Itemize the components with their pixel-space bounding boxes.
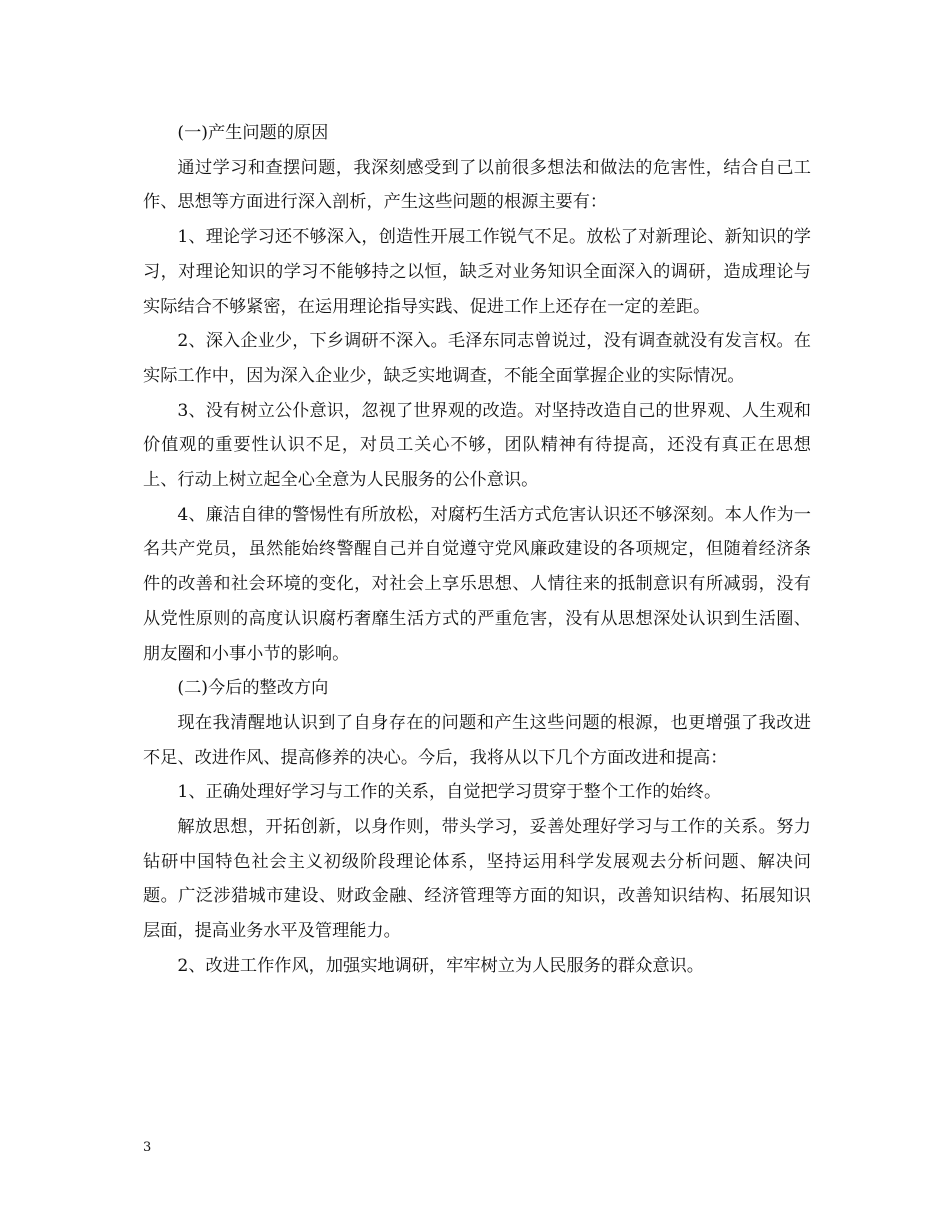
section-heading: (一)产生问题的原因 bbox=[177, 123, 329, 143]
paragraph: 1、理论学习还不够深入，创造性开展工作锐气不足。放松了对新理论、新知识的学习，对理论知识的学习不能够持之以恒，缺乏对业务知识全面深入的调研，造成理论与实际结合不够紧密，在运用理论指导实践、促进工作上还存在一定的差距。 bbox=[143, 227, 811, 317]
section-heading: (二)今后的整改方向 bbox=[177, 678, 329, 699]
document-body bbox=[143, 116, 811, 984]
paragraph: 4、廉洁自律的警惕性有所放松，对腐朽生活方式危害认识还不够深刻。本人作为一名共产党员，虽然能始终警醒自己并自觉遵守党风廉政建设的各项规定，但随着经济条件的改善和社会环境的变化，对社会上享乐思想、人情往来的抵制意识有所减弱，没有从党性原则的高度认识腐朽奢靡生活方式的严重危害，没有从思想深处认识到生活圈、朋友圈和小事小节的影响。 bbox=[143, 504, 811, 664]
paragraph: 3、没有树立公仆意识，忽视了世界观的改造。对坚持改造自己的世界观、人生观和价值观的重要性认识不足，对员工关心不够，团队精神有待提高，还没有真正在思想上、行动上树立起全心全意为人民服务的公仆意识。 bbox=[143, 400, 811, 491]
paragraph: 2、改进工作作风，加强实地调研，牢牢树立为人民服务的群众意识。 bbox=[177, 955, 704, 976]
paragraph: 解放思想，开拓创新，以身作则，带头学习，妥善处理好学习与工作的关系。努力钻研中国特色社会主义初级阶段理论体系，坚持运用科学发展观去分析问题、解决问题。广泛涉猎城市建设、财政金融、经济管理等方面的知识，改善知识结构、拓展知识层面，提高业务水平及管理能力。 bbox=[143, 817, 811, 942]
paragraph: 通过学习和查摆问题，我深刻感受到了以前很多想法和做法的危害性，结合自己工作、思想等方面进行深入剖析，产生这些问题的根源主要有： bbox=[143, 157, 811, 213]
paragraph: 1、正确处理好学习与工作的关系，自觉把学习贯穿于整个工作的始终。 bbox=[177, 782, 722, 803]
paragraph: 现在我清醒地认识到了自身存在的问题和产生这些问题的根源，也更增强了我改进不足、改进作风、提高修养的决心。今后，我将从以下几个方面改进和提高： bbox=[143, 712, 811, 768]
paragraph: 2、深入企业少，下乡调研不深入。毛泽东同志曾说过，没有调查就没有发言权。在实际工作中，因为深入企业少，缺乏实地调查，不能全面掌握企业的实际情况。 bbox=[143, 331, 811, 386]
page-number: 3 bbox=[143, 1140, 152, 1155]
